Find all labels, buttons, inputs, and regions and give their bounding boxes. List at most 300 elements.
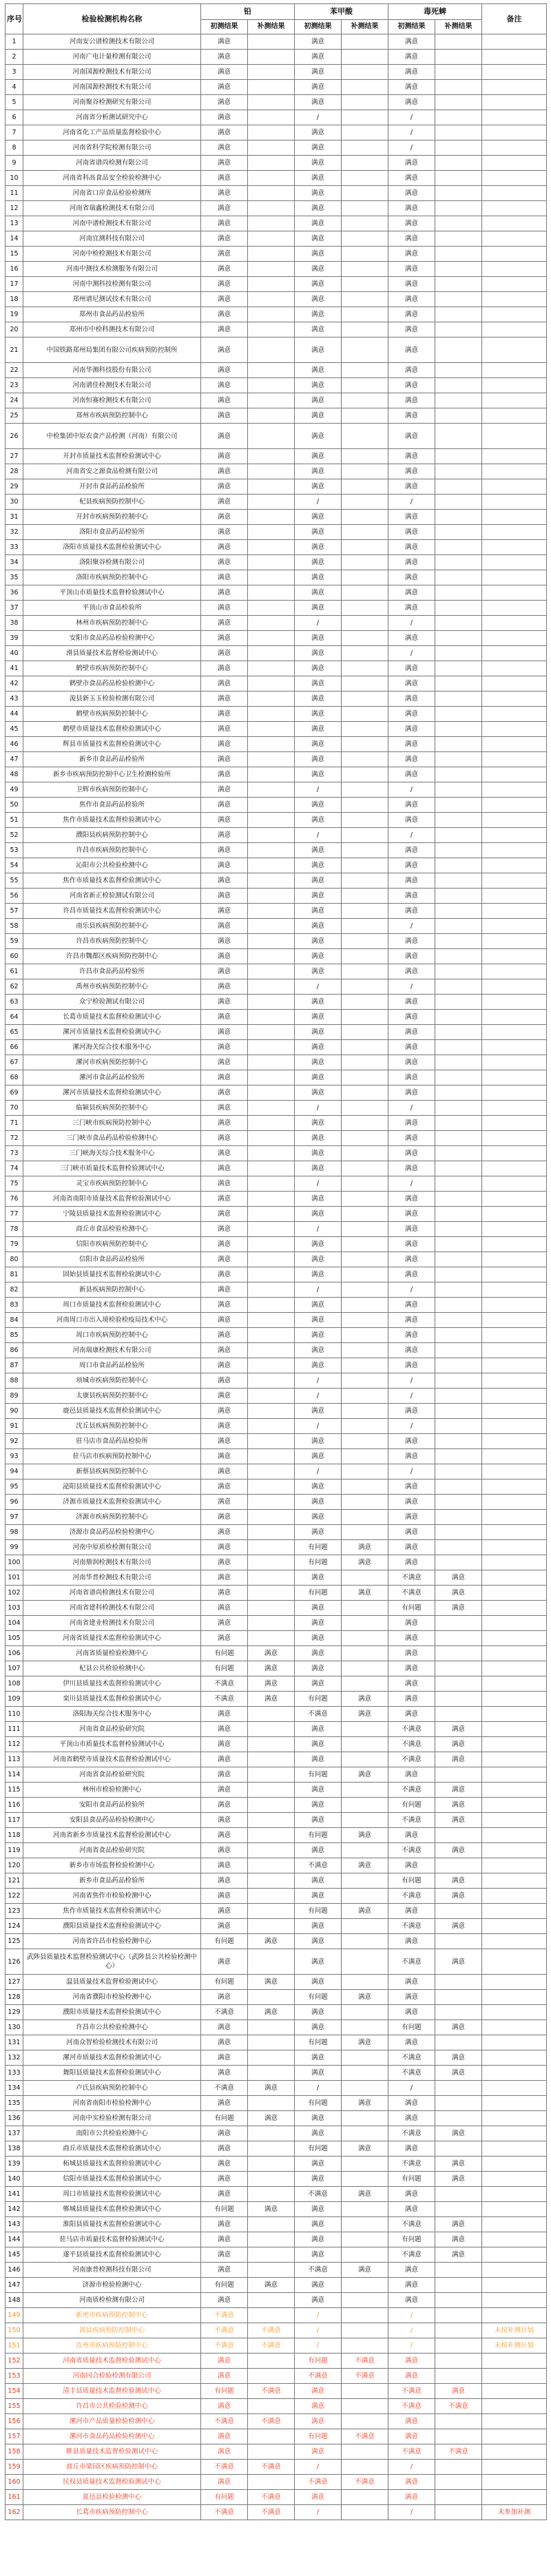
benzoic-supplement-cell <box>342 1646 388 1661</box>
remark-cell <box>482 110 547 125</box>
benzoic-initial-cell: 满意 <box>295 2111 342 2126</box>
remark-cell <box>482 1919 547 1934</box>
chlorpyrifos-supplement-cell <box>435 540 482 555</box>
chlorpyrifos-supplement-cell: 满意 <box>435 1919 482 1934</box>
table-row <box>6 1252 547 1267</box>
chlorpyrifos-supplement-cell <box>435 722 482 737</box>
chlorpyrifos-initial-cell: 满意 <box>388 1767 435 1783</box>
remark-cell <box>482 798 547 813</box>
lead-supplement-cell <box>248 1540 295 1555</box>
row-index: 111 <box>6 1722 23 1737</box>
org-name: 郑州市食品药品检验所 <box>23 307 201 322</box>
lead-supplement-cell <box>248 737 295 752</box>
benzoic-supplement-cell <box>342 1025 388 1040</box>
lead-supplement-cell <box>248 464 295 479</box>
chlorpyrifos-initial-cell: 满意 <box>388 2475 435 2490</box>
table-row <box>6 1646 547 1661</box>
row-index: 125 <box>6 1934 23 1949</box>
chlorpyrifos-supplement-cell <box>435 2081 482 2096</box>
remark-cell <box>482 1176 547 1192</box>
benzoic-initial-cell: 满意 <box>295 1237 342 1252</box>
benzoic-initial-cell: 满意 <box>295 1975 342 1990</box>
lead-initial-cell: 满意 <box>201 1540 248 1555</box>
chlorpyrifos-supplement-cell <box>435 1389 482 1404</box>
table-row <box>6 1116 547 1131</box>
chlorpyrifos-initial-cell: 满意 <box>388 585 435 601</box>
row-index: 98 <box>6 1525 23 1540</box>
chlorpyrifos-initial-cell: 满意 <box>388 1510 435 1525</box>
benzoic-supplement-cell <box>342 1919 388 1934</box>
chlorpyrifos-supplement-cell <box>435 247 482 262</box>
lead-supplement-cell <box>248 752 295 767</box>
lead-supplement-cell <box>248 692 295 707</box>
org-name: 中检集团中原农食产品检测（河南）有限公司 <box>23 424 201 449</box>
table-row <box>6 1419 547 1434</box>
benzoic-initial-cell: 满意 <box>295 707 342 722</box>
org-name: 驻马店市食品药品检验所 <box>23 1434 201 1449</box>
org-name: 周口市质量技术监督检验测试中心 <box>23 2187 201 2202</box>
table-row <box>6 782 547 798</box>
row-index: 94 <box>6 1464 23 1479</box>
remark-cell <box>482 1889 547 1904</box>
remark-cell <box>482 1434 547 1449</box>
org-name: 南乐县疾病预防控制中心 <box>23 919 201 934</box>
lead-initial-cell: 满意 <box>201 979 248 995</box>
chlorpyrifos-supplement-cell <box>435 934 482 949</box>
lead-initial-cell: 满意 <box>201 495 248 510</box>
lead-supplement-cell <box>248 2141 295 2157</box>
chlorpyrifos-initial-cell: / <box>388 1389 435 1404</box>
lead-supplement-cell <box>248 995 295 1010</box>
chlorpyrifos-supplement-cell <box>435 843 482 858</box>
benzoic-initial-cell: 满意 <box>295 1752 342 1767</box>
benzoic-supplement-cell <box>342 1419 388 1434</box>
remark-cell <box>482 95 547 110</box>
table-row <box>6 525 547 540</box>
remark-cell <box>482 1904 547 1919</box>
table-row <box>6 1495 547 1510</box>
chlorpyrifos-initial-cell: 满意 <box>388 1010 435 1025</box>
row-index: 88 <box>6 1373 23 1389</box>
benzoic-supplement-cell <box>342 247 388 262</box>
table-row <box>6 2187 547 2202</box>
lead-initial-cell: 满意 <box>201 125 248 141</box>
lead-supplement-cell <box>248 1222 295 1237</box>
table-row <box>6 904 547 919</box>
table-row <box>6 1752 547 1767</box>
org-name: 河南国源检测技术有限公司 <box>23 80 201 95</box>
org-name: 河南省质量技术监督检验测试中心 <box>23 1631 201 1646</box>
row-index: 19 <box>6 307 23 322</box>
lead-supplement-cell <box>248 934 295 949</box>
row-index: 59 <box>6 934 23 949</box>
row-index: 80 <box>6 1252 23 1267</box>
benzoic-initial-cell: 不满意 <box>295 2369 342 2384</box>
benzoic-supplement-cell <box>342 2460 388 2475</box>
benzoic-initial-cell: 有问题 <box>295 2141 342 2157</box>
lead-initial-cell: 满意 <box>201 828 248 843</box>
chlorpyrifos-supplement-cell <box>435 1616 482 1631</box>
org-name: 卫辉市疾病预防控制中心 <box>23 782 201 798</box>
chlorpyrifos-supplement-cell <box>435 752 482 767</box>
org-name: 周口市质量技术监督检验测试中心 <box>23 1298 201 1313</box>
results-table <box>5 3 547 2520</box>
lead-supplement-cell <box>248 141 295 156</box>
table-row <box>6 231 547 247</box>
header-supplement: 补测结果 <box>248 20 295 34</box>
benzoic-supplement-cell <box>342 34 388 50</box>
row-index: 43 <box>6 692 23 707</box>
table-row <box>6 585 547 601</box>
table-row <box>6 2460 547 2475</box>
table-row <box>6 1282 547 1298</box>
benzoic-initial-cell: 满意 <box>295 1434 342 1449</box>
chlorpyrifos-initial-cell: 满意 <box>388 262 435 277</box>
org-name: 洛阳市质量技术监督检验测试中心 <box>23 540 201 555</box>
chlorpyrifos-supplement-cell <box>435 1646 482 1661</box>
chlorpyrifos-supplement-cell <box>435 1207 482 1222</box>
row-index: 122 <box>6 1889 23 1904</box>
chlorpyrifos-supplement-cell <box>435 1025 482 1040</box>
table-row <box>6 1767 547 1783</box>
org-name: 鹤壁市质量技术监督检验测试中心 <box>23 722 201 737</box>
lead-initial-cell: 满意 <box>201 964 248 979</box>
benzoic-supplement-cell <box>342 2066 388 2081</box>
lead-supplement-cell <box>248 828 295 843</box>
lead-supplement-cell <box>248 1207 295 1222</box>
table-row <box>6 1540 547 1555</box>
remark-cell <box>482 601 547 616</box>
table-row <box>6 408 547 424</box>
org-name: 武陟县质量技术监督检验测试中心（武陟县公共检验检测中心） <box>23 1949 201 1975</box>
remark-cell <box>482 964 547 979</box>
row-index: 28 <box>6 464 23 479</box>
chlorpyrifos-supplement-cell <box>435 2475 482 2490</box>
benzoic-supplement-cell <box>342 2232 388 2247</box>
lead-supplement-cell <box>248 1722 295 1737</box>
chlorpyrifos-initial-cell: 不满意 <box>388 2399 435 2414</box>
chlorpyrifos-initial-cell: 满意 <box>388 65 435 80</box>
remark-cell <box>482 1389 547 1404</box>
benzoic-initial-cell: 满意 <box>295 125 342 141</box>
lead-initial-cell: 满意 <box>201 2217 248 2232</box>
row-index: 160 <box>6 2475 23 2490</box>
lead-initial-cell: 满意 <box>201 1828 248 1843</box>
org-name: 河南省许昌市检验检测中心 <box>23 1934 201 1949</box>
remark-cell <box>482 449 547 464</box>
row-index: 5 <box>6 95 23 110</box>
lead-supplement-cell <box>248 1570 295 1586</box>
benzoic-initial-cell: 满意 <box>295 813 342 828</box>
lead-supplement-cell <box>248 1101 295 1116</box>
remark-cell <box>482 1737 547 1752</box>
lead-initial-cell: 有问题 <box>201 2202 248 2217</box>
chlorpyrifos-supplement-cell <box>435 1086 482 1101</box>
chlorpyrifos-initial-cell: 满意 <box>388 479 435 495</box>
chlorpyrifos-initial-cell: 满意 <box>388 2278 435 2293</box>
lead-supplement-cell <box>248 510 295 525</box>
benzoic-supplement-cell: 满意 <box>342 1707 388 1722</box>
lead-supplement-cell <box>248 585 295 601</box>
org-name: 河南恒赛检测技术有限公司 <box>23 393 201 408</box>
row-index: 145 <box>6 2247 23 2263</box>
chlorpyrifos-supplement-cell: 满意 <box>435 1873 482 1889</box>
header-supplement: 补测结果 <box>435 20 482 34</box>
chlorpyrifos-supplement-cell <box>435 363 482 378</box>
chlorpyrifos-supplement-cell <box>435 995 482 1010</box>
row-index: 96 <box>6 1495 23 1510</box>
benzoic-initial-cell: / <box>295 1389 342 1404</box>
benzoic-initial-cell: 满意 <box>295 601 342 616</box>
table-row <box>6 2035 547 2050</box>
benzoic-supplement-cell <box>342 2126 388 2141</box>
org-name: 沁阳市公共检验检测中心 <box>23 858 201 873</box>
lead-initial-cell: 满意 <box>201 1990 248 2005</box>
benzoic-supplement-cell <box>342 2308 388 2323</box>
lead-initial-cell: 满意 <box>201 2126 248 2141</box>
org-name: 许昌市质量技术监督检验测试中心 <box>23 904 201 919</box>
table-row <box>6 1267 547 1282</box>
remark-cell <box>482 1949 547 1975</box>
table-row <box>6 510 547 525</box>
lead-initial-cell: 满意 <box>201 752 248 767</box>
chlorpyrifos-supplement-cell: 满意 <box>435 2247 482 2263</box>
lead-supplement-cell <box>248 2172 295 2187</box>
table-row <box>6 2475 547 2490</box>
chlorpyrifos-initial-cell: 满意 <box>388 2202 435 2217</box>
org-name: 漯河市产品质量检验检测中心 <box>23 2414 201 2429</box>
chlorpyrifos-supplement-cell <box>435 1373 482 1389</box>
chlorpyrifos-supplement-cell <box>435 1116 482 1131</box>
lead-initial-cell: 满意 <box>201 1525 248 1540</box>
chlorpyrifos-supplement-cell <box>435 1495 482 1510</box>
lead-supplement-cell <box>248 904 295 919</box>
lead-initial-cell: 满意 <box>201 1495 248 1510</box>
org-name: 新蔡县疾病预防控制中心 <box>23 1464 201 1479</box>
chlorpyrifos-initial-cell: 有问题 <box>388 2020 435 2035</box>
chlorpyrifos-initial-cell: 满意 <box>388 449 435 464</box>
remark-cell <box>482 80 547 95</box>
chlorpyrifos-initial-cell: 满意 <box>388 1525 435 1540</box>
org-name: 郑州谱尼测试技术有限公司 <box>23 292 201 307</box>
chlorpyrifos-supplement-cell <box>435 80 482 95</box>
remark-cell <box>482 1464 547 1479</box>
chlorpyrifos-supplement-cell <box>435 828 482 843</box>
benzoic-supplement-cell <box>342 1267 388 1282</box>
chlorpyrifos-initial-cell: 满意 <box>388 752 435 767</box>
lead-initial-cell: 满意 <box>201 1949 248 1975</box>
chlorpyrifos-supplement-cell <box>435 964 482 979</box>
lead-supplement-cell <box>248 616 295 631</box>
benzoic-supplement-cell <box>342 1146 388 1161</box>
row-index: 32 <box>6 525 23 540</box>
chlorpyrifos-supplement-cell: 满意 <box>435 2066 482 2081</box>
benzoic-initial-cell: 满意 <box>295 65 342 80</box>
org-name: 林州市检验检测中心 <box>23 1783 201 1798</box>
lead-supplement-cell: 不满意 <box>248 2460 295 2475</box>
remark-cell <box>482 495 547 510</box>
lead-supplement-cell <box>248 408 295 424</box>
chlorpyrifos-initial-cell: 不满意 <box>388 1722 435 1737</box>
benzoic-initial-cell: 满意 <box>295 2490 342 2505</box>
org-name: 开封市质量技术监督检验测试中心 <box>23 449 201 464</box>
chlorpyrifos-supplement-cell <box>435 1131 482 1146</box>
chlorpyrifos-supplement-cell <box>435 408 482 424</box>
benzoic-initial-cell: 满意 <box>295 1525 342 1540</box>
remark-cell <box>482 2293 547 2308</box>
table-row <box>6 1692 547 1707</box>
table-row <box>6 873 547 889</box>
table-row <box>6 141 547 156</box>
lead-supplement-cell <box>248 1146 295 1161</box>
benzoic-supplement-cell <box>342 2399 388 2414</box>
row-index: 68 <box>6 1070 23 1086</box>
chlorpyrifos-supplement-cell <box>435 495 482 510</box>
lead-initial-cell: 满意 <box>201 2293 248 2308</box>
benzoic-supplement-cell <box>342 661 388 676</box>
table-row <box>6 737 547 752</box>
remark-cell <box>482 1025 547 1040</box>
chlorpyrifos-supplement-cell <box>435 1676 482 1692</box>
remark-cell <box>482 1783 547 1798</box>
chlorpyrifos-supplement-cell: 满意 <box>435 1737 482 1752</box>
row-index: 12 <box>6 201 23 216</box>
chlorpyrifos-supplement-cell: 满意 <box>435 2050 482 2066</box>
benzoic-initial-cell: 满意 <box>295 964 342 979</box>
chlorpyrifos-initial-cell: 满意 <box>388 1828 435 1843</box>
chlorpyrifos-supplement-cell <box>435 813 482 828</box>
row-index: 17 <box>6 277 23 292</box>
table-row <box>6 216 547 231</box>
row-index: 115 <box>6 1783 23 1798</box>
lead-initial-cell: 满意 <box>201 2096 248 2111</box>
benzoic-supplement-cell <box>342 813 388 828</box>
chlorpyrifos-initial-cell: 满意 <box>388 1252 435 1267</box>
org-name: 临颍县疾病预防控制中心 <box>23 1101 201 1116</box>
row-index: 114 <box>6 1767 23 1783</box>
benzoic-supplement-cell <box>342 525 388 540</box>
chlorpyrifos-initial-cell: 满意 <box>388 1990 435 2005</box>
table-row <box>6 1990 547 2005</box>
lead-supplement-cell <box>248 2020 295 2035</box>
remark-cell <box>482 1252 547 1267</box>
lead-initial-cell: 满意 <box>201 2157 248 2172</box>
remark-cell <box>482 1570 547 1586</box>
lead-supplement-cell <box>248 949 295 964</box>
lead-initial-cell: 满意 <box>201 692 248 707</box>
table-row <box>6 2050 547 2066</box>
chlorpyrifos-supplement-cell <box>435 262 482 277</box>
benzoic-initial-cell: 有问题 <box>295 1586 342 1601</box>
chlorpyrifos-supplement-cell <box>435 1404 482 1419</box>
table-row <box>6 1070 547 1086</box>
org-name: 河南瑞康检测技术有限公司 <box>23 1343 201 1358</box>
lead-supplement-cell <box>248 1252 295 1267</box>
chlorpyrifos-initial-cell: 满意 <box>388 1025 435 1040</box>
benzoic-supplement-cell <box>342 65 388 80</box>
chlorpyrifos-initial-cell: 满意 <box>388 889 435 904</box>
lead-initial-cell: 满意 <box>201 1176 248 1192</box>
lead-supplement-cell <box>248 307 295 322</box>
org-name: 济源市检验检测中心 <box>23 2278 201 2293</box>
benzoic-supplement-cell <box>342 2278 388 2293</box>
lead-initial-cell: 满意 <box>201 307 248 322</box>
benzoic-initial-cell: 满意 <box>295 186 342 201</box>
chlorpyrifos-supplement-cell <box>435 378 482 393</box>
lead-supplement-cell <box>248 1449 295 1464</box>
lead-initial-cell: 满意 <box>201 722 248 737</box>
benzoic-supplement-cell <box>342 1373 388 1389</box>
lead-supplement-cell <box>248 1990 295 2005</box>
org-name: 河南省新乡市质量技术监督检验测试中心 <box>23 1828 201 1843</box>
benzoic-supplement-cell <box>342 889 388 904</box>
chlorpyrifos-initial-cell: 满意 <box>388 1646 435 1661</box>
chlorpyrifos-supplement-cell <box>435 707 482 722</box>
chlorpyrifos-initial-cell: 满意 <box>388 2035 435 2050</box>
row-index: 3 <box>6 65 23 80</box>
lead-initial-cell: 满意 <box>201 216 248 231</box>
benzoic-initial-cell: 满意 <box>295 2384 342 2399</box>
remark-cell <box>482 1616 547 1631</box>
chlorpyrifos-supplement-cell <box>435 798 482 813</box>
lead-initial-cell: 满意 <box>201 904 248 919</box>
benzoic-initial-cell: 满意 <box>295 767 342 782</box>
org-name: 信阳市食品药品检验所 <box>23 1252 201 1267</box>
row-index: 118 <box>6 1828 23 1843</box>
chlorpyrifos-supplement-cell <box>435 676 482 692</box>
benzoic-supplement-cell <box>342 919 388 934</box>
lead-supplement-cell <box>248 722 295 737</box>
lead-supplement-cell: 满意 <box>248 2081 295 2096</box>
lead-initial-cell: 满意 <box>201 949 248 964</box>
benzoic-initial-cell: 满意 <box>295 2278 342 2293</box>
table-row <box>6 1737 547 1752</box>
benzoic-supplement-cell <box>342 873 388 889</box>
benzoic-initial-cell: 满意 <box>295 363 342 378</box>
remark-cell <box>482 2429 547 2444</box>
org-name: 栾川县质量技术监督检验测试中心 <box>23 1692 201 1707</box>
row-index: 102 <box>6 1586 23 1601</box>
table-row <box>6 1525 547 1540</box>
row-index: 144 <box>6 2232 23 2247</box>
chlorpyrifos-supplement-cell <box>435 1161 482 1176</box>
table-row <box>6 2308 547 2323</box>
benzoic-initial-cell: 满意 <box>295 1298 342 1313</box>
remark-cell <box>482 2278 547 2293</box>
chlorpyrifos-supplement-cell <box>435 2263 482 2278</box>
row-index: 26 <box>6 424 23 449</box>
lead-initial-cell: 满意 <box>201 1116 248 1131</box>
row-index: 100 <box>6 1555 23 1570</box>
remark-cell <box>482 1586 547 1601</box>
chlorpyrifos-initial-cell: 满意 <box>388 1267 435 1282</box>
row-index: 15 <box>6 247 23 262</box>
chlorpyrifos-initial-cell: 满意 <box>388 1495 435 1510</box>
org-name: 河南华测科技股份有限公司 <box>23 363 201 378</box>
remark-cell <box>482 393 547 408</box>
row-index: 48 <box>6 767 23 782</box>
row-index: 90 <box>6 1404 23 1419</box>
lead-initial-cell: 满意 <box>201 1843 248 1858</box>
lead-initial-cell: 满意 <box>201 919 248 934</box>
table-row <box>6 1389 547 1404</box>
row-index: 74 <box>6 1161 23 1176</box>
row-index: 89 <box>6 1389 23 1404</box>
lead-supplement-cell: 满意 <box>248 1975 295 1990</box>
chlorpyrifos-supplement-cell <box>435 479 482 495</box>
chlorpyrifos-supplement-cell <box>435 585 482 601</box>
header-lead: 铅 <box>201 4 295 20</box>
